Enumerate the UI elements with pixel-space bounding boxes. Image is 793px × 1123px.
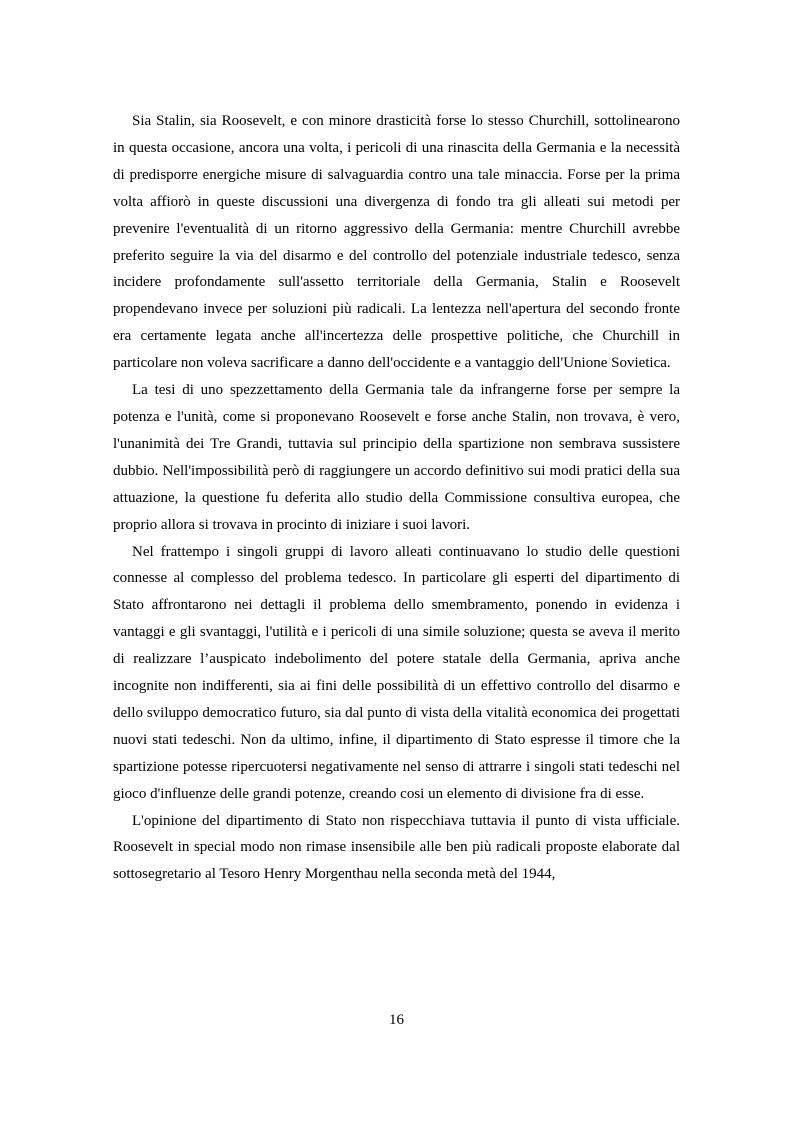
page-body [113, 108, 680, 888]
paragraph: Nel frattempo i singoli gruppi di lavoro alleati continuavano lo studio delle questioni connesse al complesso del problema tedesco. In particolare gli esperti del dipartimento di Stato affrontarono nei dettagli il problema dello smembramento, ponendo in evidenza i vantaggi e gli svantaggi, l'utilità e i pericoli di una simile soluzione; questa se aveva il merito di realizzare l’auspicato indebolimento del potere statale della Germania, apriva anche incognite non indifferenti, sia ai fini delle possibilità di un effettivo controllo del disarmo e dello sviluppo democratico futuro, sia dal punto di vista della vitalità economica dei progettati nuovi stati tedeschi. Non da ultimo, infine, il dipartimento di Stato espresse il timore che la spartizione potesse ripercuotersi negativamente nel senso di attrarre i singoli stati tedeschi nel gioco d'influenze delle grandi potenze, creando cosi un elemento di divisione fra di esse. [113, 543, 680, 802]
paragraph: La tesi di uno spezzettamento della Germania tale da infrangerne forse per sempre la potenza e l'unità, come si proponevano Roosevelt e forse anche Stalin, non trovava, è vero, l'unanimità dei Tre Grandi, tuttavia sul principio della spartizione non sembrava sussistere dubbio. Nell'impossibilità però di raggiungere un accordo definitivo sui modi pratici della sua attuazione, la questione fu deferita allo studio della Commissione consultiva europea, che proprio allora si trovava in procinto di iniziare i suoi lavori. [113, 382, 680, 533]
page-number: 16 [389, 1012, 404, 1028]
paragraph: L'opinione del dipartimento di Stato non rispecchiava tuttavia il punto di vista ufficiale. Roosevelt in special modo non rimase insensibile alle ben più radicali proposte elaborate dal sottosegretario al Tesoro Henry Morgenthau nella seconda metà del 1944, [113, 812, 680, 883]
paragraph: Sia Stalin, sia Roosevelt, e con minore drasticità forse lo stesso Churchill, sottolinearono in questa occasione, ancora una volta, i pericoli di una rinascita della Germania e la necessità di predisporre energiche misure di salvaguardia contro una tale minaccia. Forse per la prima volta affiorò in queste discussioni una divergenza di fondo tra gli alleati sui metodi per prevenire l'eventualità di un ritorno aggressivo della Germania: mentre Churchill avrebbe preferito seguire la via del disarmo e del controllo del potenziale industriale tedesco, senza incidere profondamente sull'assetto territoriale della Germania, Stalin e Roosevelt propendevano invece per soluzioni più radicali. La lentezza nell'apertura del secondo fronte era certamente legata anche all'incertezza delle prospettive politiche, che Churchill in particolare non voleva sacrificare a danno dell'occidente e a vantaggio dell'Unione Sovietica. [113, 113, 680, 372]
